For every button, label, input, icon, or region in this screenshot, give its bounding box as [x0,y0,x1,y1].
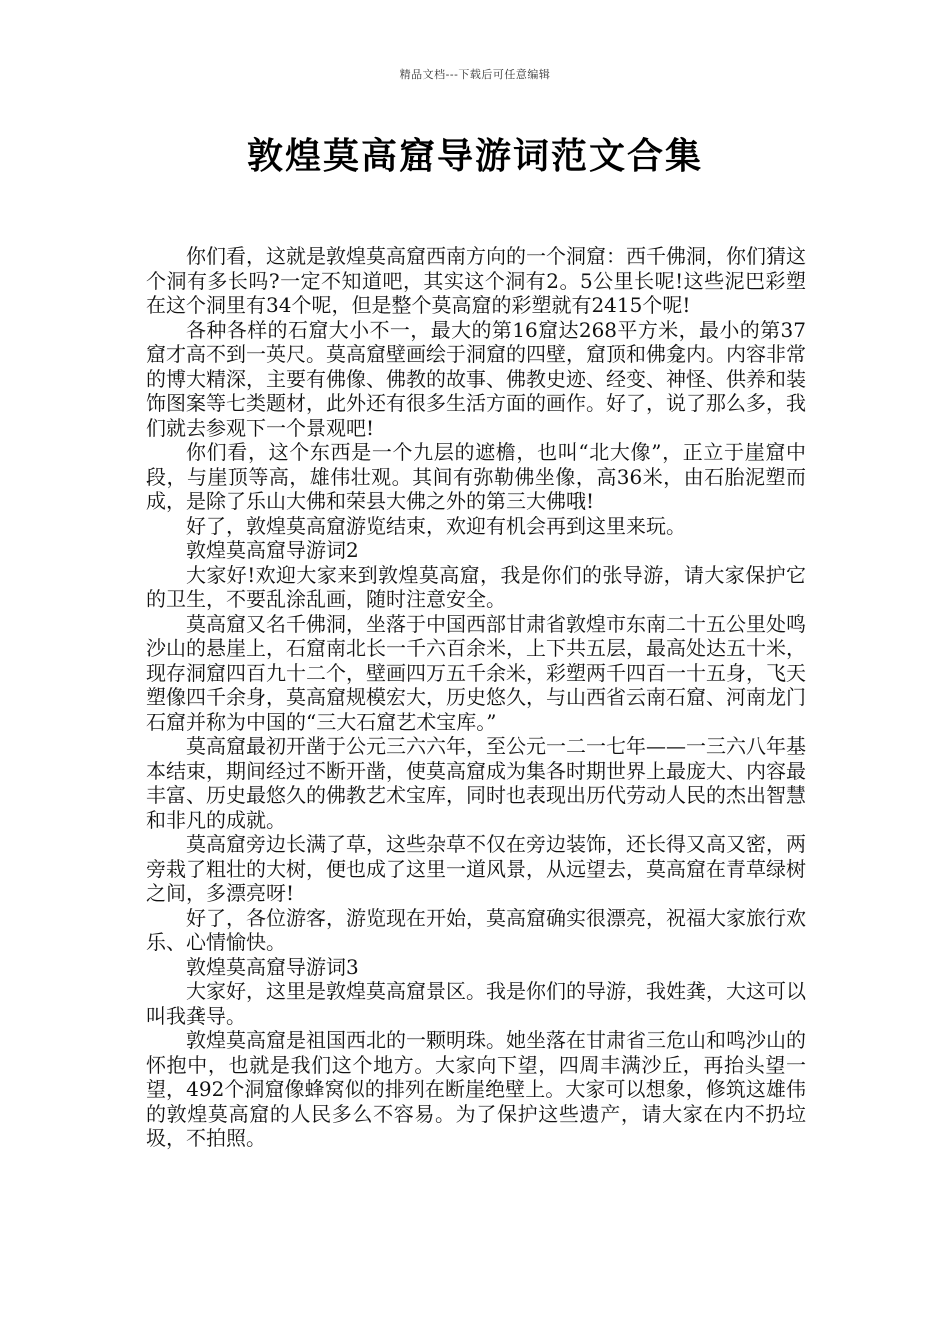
section-heading-3: 敦煌莫高窟导游词3 [186,954,359,979]
paragraph-7: 莫高窟最初开凿于公元三六六年，至公元一二一七年——一三六八年基本结束，期间经过不断开凿，使莫高窟成为集各时期世界上最庞大、内容最丰富、历史最悠久的佛教艺术宝库，同时也表现出历代劳动人民的杰出智慧和非凡的成就。 [146,734,806,832]
paragraph-10: 大家好，这里是敦煌莫高窟景区。我是你们的导游，我姓龚，大这可以叫我龚导。 [146,979,806,1028]
paragraph-8: 莫高窟旁边长满了草，这些杂草不仅在旁边装饰，还长得又高又密，两旁栽了粗壮的大树，便也成了这里一道风景，从远望去，莫高窟在青草绿树之间，多漂亮呀! [146,832,806,905]
paragraph-2: 各种各样的石窟大小不一，最大的第16窟达268平方米，最小的第37窟才高不到一英尺。莫高窟壁画绘于洞窟的四壁，窟顶和佛龛内。内容非常的博大精深，主要有佛像、佛教的故事、佛教史迹、经变、神怪、供养和装饰图案等七类题材，此外还有很多生活方面的画作。好了，说了那么多，我们就去参观下一个景观吧! [146,317,806,440]
paragraph-4: 好了，敦煌莫高窟游览结束，欢迎有机会再到这里来玩。 [186,513,686,538]
paragraph-1: 你们看，这就是敦煌莫高窟西南方向的一个洞窟：西千佛洞，你们猜这个洞有多长吗?一定不知道吧，其实这个洞有2。5公里长呢!这些泥巴彩塑在这个洞里有34个呢，但是整个莫高窟的彩塑就有2415个呢! [146,244,806,317]
paragraph-6: 莫高窟又名千佛洞，坐落于中国西部甘肃省敦煌市东南二十五公里处鸣沙山的悬崖上，石窟南北长一千六百余米，上下共五层，最高处达五十米，现存洞窟四百九十二个，壁画四万五千余米，彩塑两千四百一十五身，飞天塑像四千余身，莫高窟规模宏大，历史悠久，与山西省云南石窟、河南龙门石窟并称为中国的“三大石窟艺术宝库。” [146,611,806,734]
paragraph-11: 敦煌莫高窟是祖国西北的一颗明珠。她坐落在甘肃省三危山和鸣沙山的怀抱中，也就是我们这个地方。大家向下望，四周丰满沙丘，再抬头望一望，492个洞窟像蜂窝似的排列在断崖绝壁上。大家可以想象，修筑这雄伟的敦煌莫高窟的人民多么不容易。为了保护这些遗产，请大家在内不扔垃圾，不拍照。 [146,1028,806,1150]
paragraph-3: 你们看，这个东西是一个九层的遮檐，也叫“北大像”，正立于崖窟中段，与崖顶等高，雄伟壮观。其间有弥勒佛坐像，高36米，由石胎泥塑而成，是除了乐山大佛和荣县大佛之外的第三大佛哦! [146,440,806,513]
document-body [146,244,806,1151]
header-note: 精品文档---下载后可任意编辑 [399,68,551,81]
document-title: 敦煌莫高窟导游词范文合集 [246,136,703,177]
section-heading-2: 敦煌莫高窟导游词2 [186,538,359,562]
paragraph-5: 大家好!欢迎大家来到敦煌莫高窟，我是你们的张导游，请大家保护它的卫生，不要乱涂乱画，随时注意安全。 [146,562,806,611]
paragraph-9: 好了，各位游客，游览现在开始，莫高窟确实很漂亮，祝福大家旅行欢乐、心情愉快。 [146,905,806,954]
